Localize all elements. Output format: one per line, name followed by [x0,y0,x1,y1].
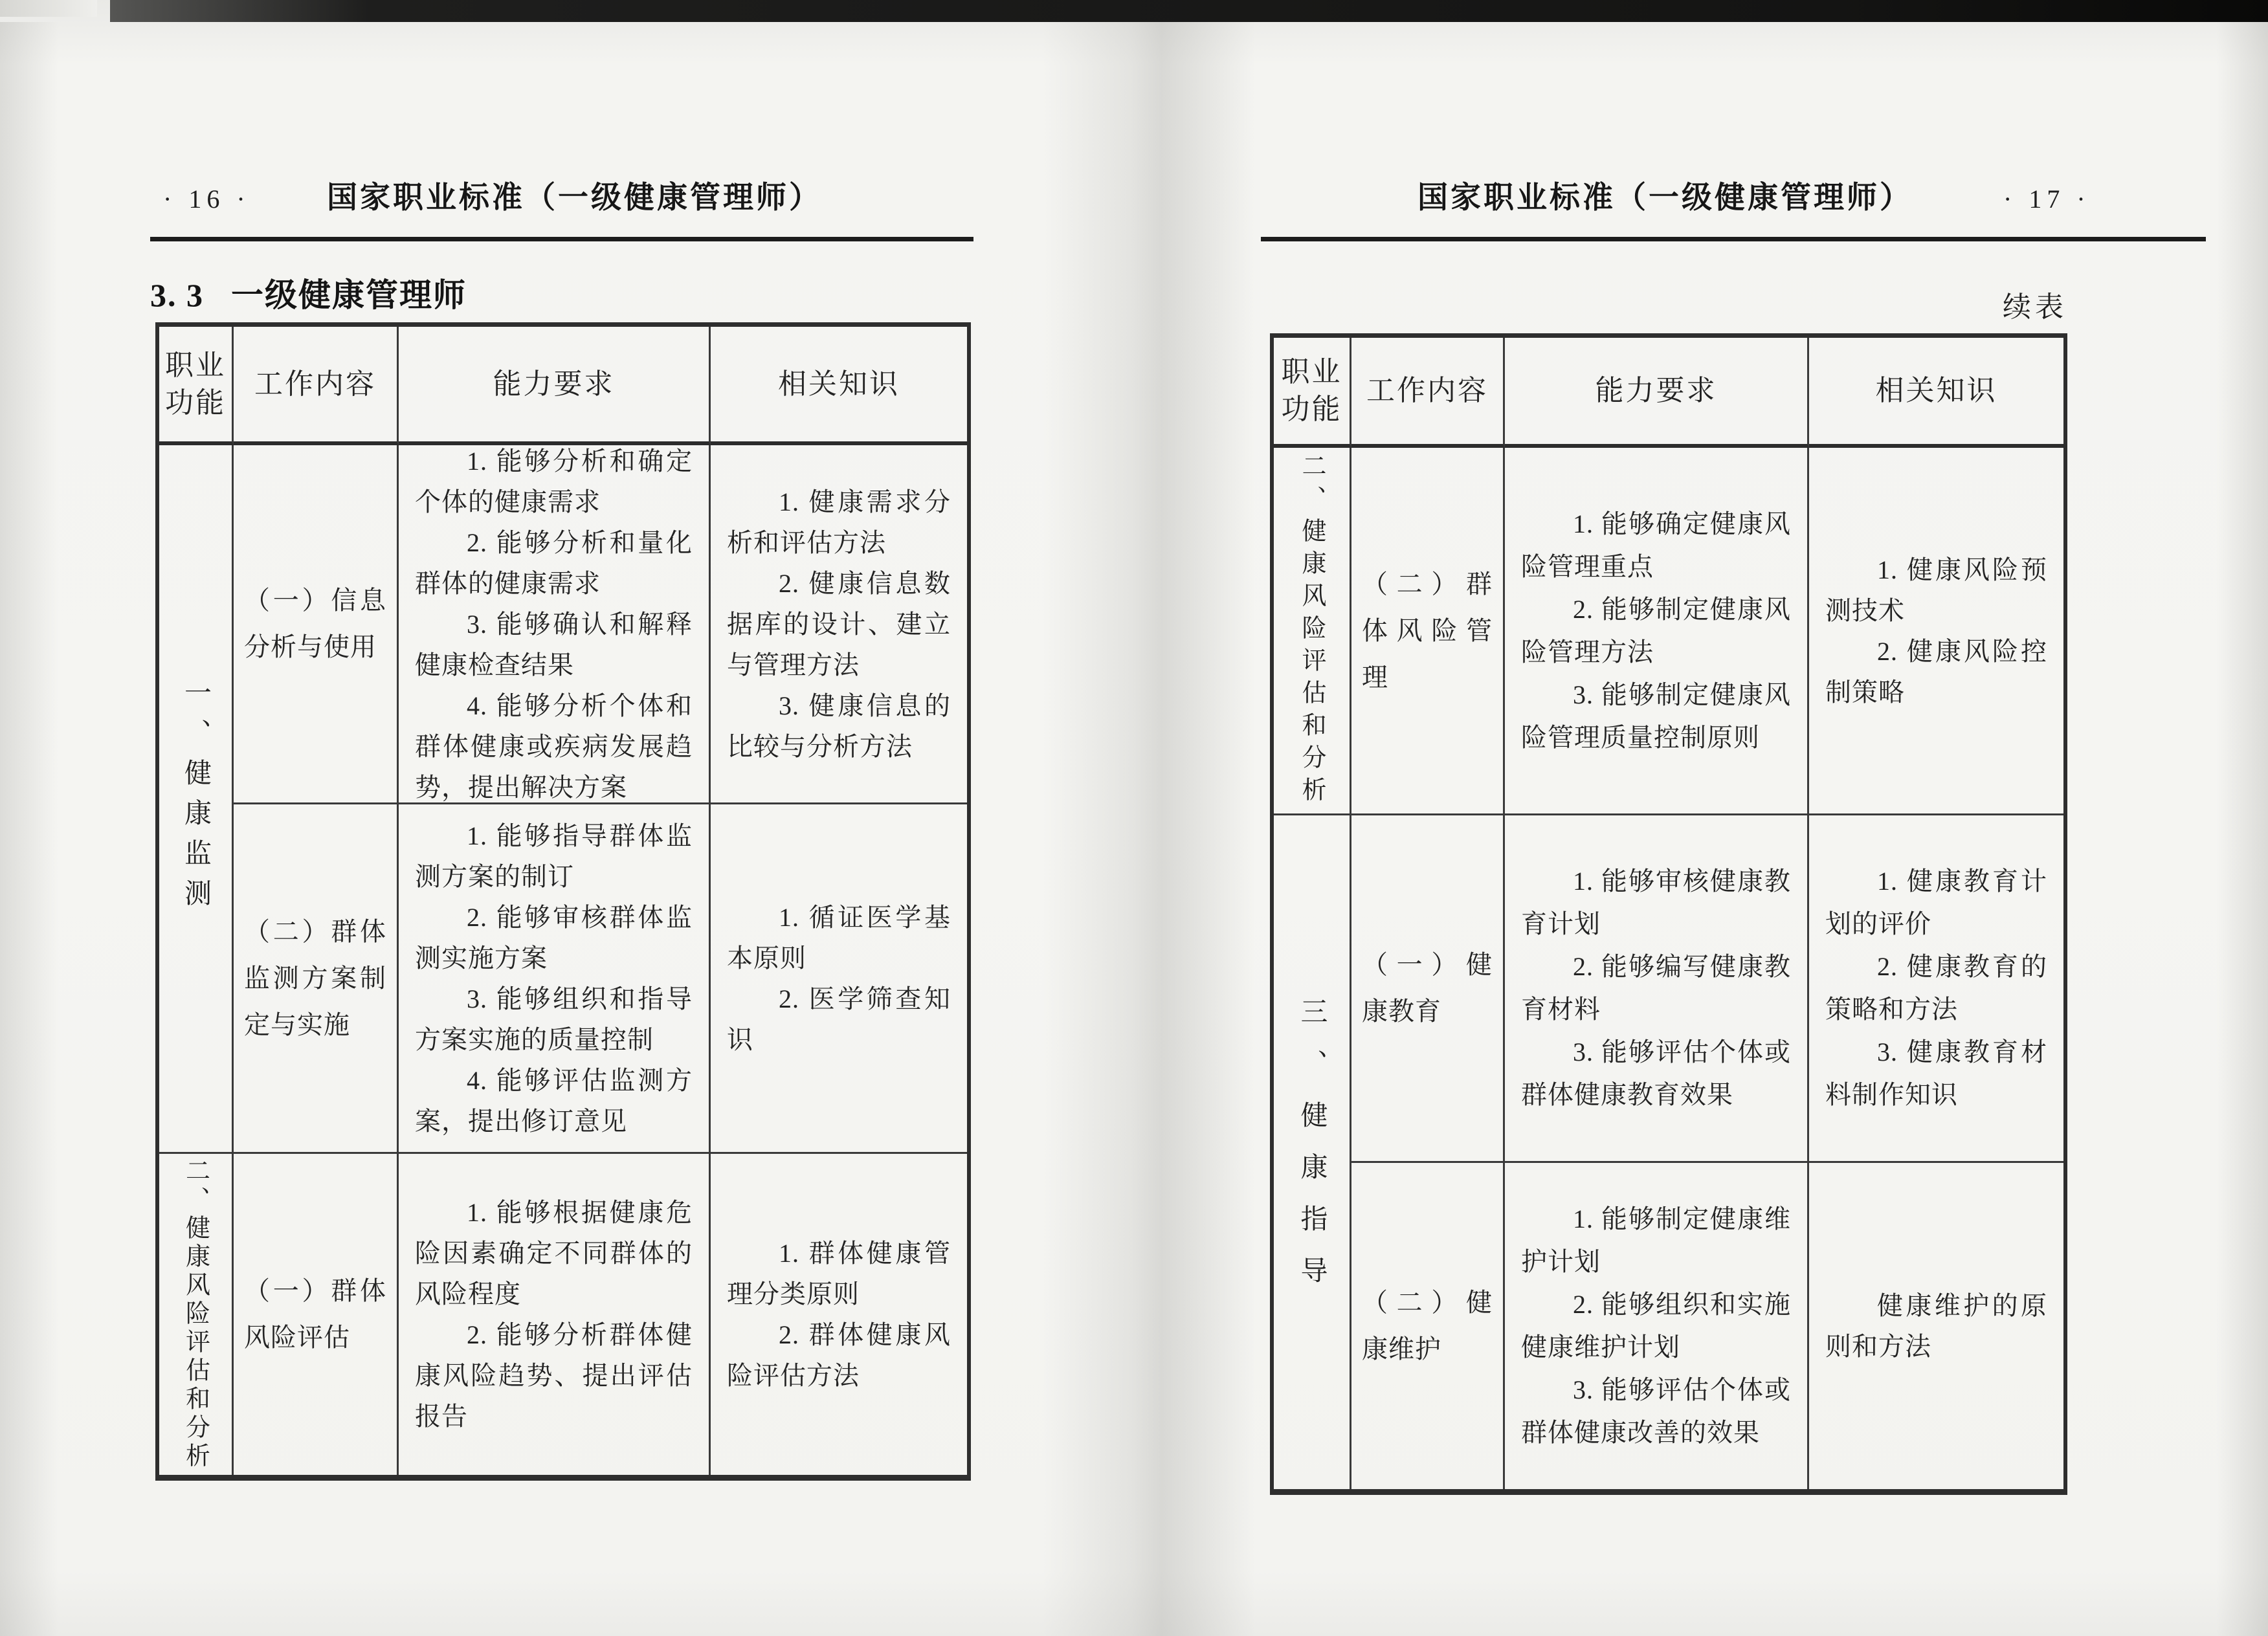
ability-item: 4. 能够评估监测方案，提出修订意见 [415,1065,693,1136]
ability-item: 3. 能够制定健康风险管理质量控制原则 [1521,680,1791,752]
ability-item: 3. 能够评估个体或群体健康改善的效果 [1521,1375,1791,1447]
ability-item: 2. 能够分析和量化群体的健康需求 [415,527,693,598]
ability-cell [399,804,711,1154]
scan-top-shadow [110,0,2268,22]
scan-corner [0,0,97,17]
function-label: 二、健康风险评估和分析 [1298,452,1325,809]
col-header-ability: 能力要求 [399,327,711,445]
function-label: 三、健康指导 [1296,997,1327,1308]
function-label: 二、健康风险评估和分析 [181,1158,209,1471]
section-number: 3. 3 [150,277,204,313]
col-header-function: 职业功能 [1274,338,1351,448]
work-content-cell [234,1154,399,1475]
section-title-text: 一级健康管理师 [231,277,467,313]
work-content-cell [234,445,399,804]
ability-item: 4. 能够分析个体和群体健康或疾病发展趋势，提出解决方案 [415,691,693,802]
function-cell-health-monitoring [159,445,234,1154]
work-content-cell [1351,1163,1505,1489]
knowledge-item: 1. 健康教育计划的评价 [1825,867,2047,938]
standards-table-page-16 [155,322,971,1481]
knowledge-item: 3. 健康信息的比较与分析方法 [727,691,951,761]
work-content-cell [234,804,399,1154]
ability-item: 2. 能够编写健康教育材料 [1521,952,1791,1024]
work-content-text: （一）信息分析与使用 [244,586,386,661]
section-title [150,269,467,316]
col-header-work: 工作内容 [1351,338,1505,448]
header-rule-right [1261,237,2206,241]
function-cell-risk-assessment [159,1154,234,1475]
col-header-function: 职业功能 [159,327,234,445]
ability-cell [1505,1163,1809,1489]
col-header-knowledge: 相关知识 [1809,338,2063,448]
ability-cell [399,1154,711,1475]
knowledge-cell [711,445,967,804]
work-content-text: （一）群体风险评估 [244,1276,386,1352]
knowledge-item: 1. 群体健康管理分类原则 [727,1239,951,1309]
col-header-work: 工作内容 [234,327,399,445]
ability-item: 3. 能够确认和解释健康检查结果 [415,609,693,680]
work-content-cell [1351,815,1505,1163]
ability-item: 1. 能够制定健康维护计划 [1521,1204,1791,1276]
ability-item: 1. 能够确定健康风险管理重点 [1521,509,1791,581]
knowledge-cell [1809,815,2063,1163]
function-label: 一、健康监测 [181,678,210,919]
knowledge-cell [711,804,967,1154]
continued-table-label: 续表 [2003,291,2067,323]
page-gutter-shadow [1042,22,1256,1636]
ability-item: 1. 能够分析和确定个体的健康需求 [415,446,693,516]
knowledge-item: 2. 健康风险控制策略 [1825,636,2047,707]
knowledge-item: 1. 健康需求分析和评估方法 [727,487,951,557]
ability-cell [399,445,711,804]
ability-item: 2. 能够审核群体监测实施方案 [415,902,693,973]
header-rule-left [150,237,973,241]
ability-cell [1505,815,1809,1163]
work-content-text: （二）健康维护 [1362,1288,1493,1364]
work-content-cell [1351,448,1505,815]
knowledge-item: 2. 健康信息数据库的设计、建立与管理方法 [727,568,951,680]
col-header-ability: 能力要求 [1505,338,1809,448]
ability-item: 2. 能够制定健康风险管理方法 [1521,594,1791,667]
page-edge-right [2216,22,2268,1636]
page-number-right: · 17 · [2003,184,2091,214]
page-number-left: · 16 · [163,184,250,214]
ability-item: 1. 能够指导群体监测方案的制订 [415,821,693,891]
knowledge-cell [1809,1163,2063,1489]
knowledge-cell [711,1154,967,1475]
knowledge-cell [1809,448,2063,815]
knowledge-item: 2. 健康教育的策略和方法 [1825,952,2047,1024]
ability-item: 3. 能够组织和指导方案实施的质量控制 [415,984,693,1054]
ability-item: 2. 能够组织和实施健康维护计划 [1521,1290,1791,1362]
running-header-left: 国家职业标准（一级健康管理师） [327,181,822,215]
running-header-right: 国家职业标准（一级健康管理师） [1418,181,1913,215]
knowledge-item: 1. 循证医学基本原则 [727,902,951,973]
knowledge-item: 1. 健康风险预测技术 [1825,555,2047,625]
page-edge-left [0,22,58,1636]
knowledge-item: 健康维护的原则和方法 [1825,1291,2047,1361]
col-header-knowledge: 相关知识 [711,327,967,445]
function-cell-risk-assessment-cont [1274,448,1351,815]
knowledge-item: 3. 健康教育材料制作知识 [1825,1037,2047,1109]
work-content-text: （二）群体监测方案制定与实施 [244,916,386,1039]
ability-item: 2. 能够分析群体健康风险趋势、提出评估报告 [415,1320,693,1431]
ability-item: 1. 能够根据健康危险因素确定不同群体的风险程度 [415,1198,693,1309]
ability-cell [1505,448,1809,815]
work-content-text: （一）健康教育 [1362,950,1493,1026]
ability-item: 1. 能够审核健康教育计划 [1521,867,1791,938]
work-content-text: （二）群体风险管理 [1362,569,1493,692]
function-cell-health-guidance [1274,815,1351,1489]
knowledge-item: 2. 医学筛查知识 [727,984,951,1054]
ability-item: 3. 能够评估个体或群体健康教育效果 [1521,1037,1791,1109]
knowledge-item: 2. 群体健康风险评估方法 [727,1320,951,1390]
standards-table-page-17 [1270,333,2067,1495]
